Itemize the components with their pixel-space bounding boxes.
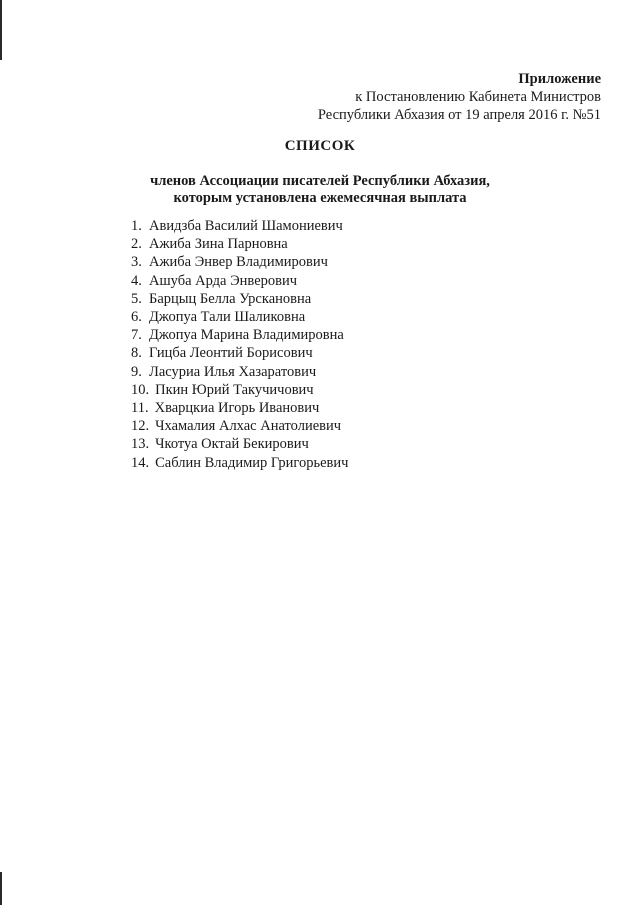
annex-header bbox=[318, 70, 601, 124]
member-item bbox=[131, 435, 348, 453]
document-subtitle bbox=[0, 173, 640, 207]
member-item bbox=[131, 454, 348, 472]
member-name: Барцыц Белла Урскановна bbox=[149, 290, 312, 307]
member-name: Чкотуа Октай Бекирович bbox=[155, 436, 309, 453]
member-name: Пкин Юрий Такучичович bbox=[155, 381, 314, 398]
member-number: 12. bbox=[131, 418, 150, 435]
annex-label: Приложение bbox=[518, 71, 601, 87]
member-item bbox=[131, 381, 348, 399]
member-name: Ажиба Энвер Владимирович bbox=[149, 254, 328, 271]
member-item bbox=[131, 399, 348, 417]
member-name: Чхамалия Алхас Анатолиевич bbox=[155, 418, 342, 435]
member-number: 5. bbox=[131, 290, 142, 307]
member-item bbox=[131, 344, 348, 362]
member-number: 13. bbox=[131, 436, 150, 453]
scan-edge-top bbox=[0, 0, 2, 60]
subtitle-line-2: которым установлена ежемесячная выплата bbox=[173, 190, 467, 206]
member-item bbox=[131, 217, 348, 235]
member-number: 6. bbox=[131, 309, 142, 326]
member-item bbox=[131, 272, 348, 290]
member-name: Гицба Леонтий Борисович bbox=[149, 345, 313, 362]
member-name: Хварцкиа Игорь Иванович bbox=[154, 400, 320, 417]
member-item bbox=[131, 253, 348, 271]
member-number: 2. bbox=[131, 236, 142, 253]
member-number: 8. bbox=[131, 345, 142, 362]
subtitle-line-1: членов Ассоциации писателей Республики Абхазия, bbox=[150, 173, 490, 189]
annex-line-1: к Постановлению Кабинета Министров bbox=[355, 89, 601, 105]
member-item bbox=[131, 363, 348, 381]
member-name: Ласуриа Илья Хазаратович bbox=[149, 363, 317, 380]
member-number: 1. bbox=[131, 218, 142, 234]
member-number: 10. bbox=[131, 381, 150, 398]
member-number: 4. bbox=[131, 272, 142, 289]
member-number: 11. bbox=[131, 400, 149, 417]
annex-line-2: Республики Абхазия от 19 апреля 2016 г. №51 bbox=[317, 107, 601, 123]
member-number: 9. bbox=[131, 363, 142, 380]
member-number: 3. bbox=[131, 254, 142, 271]
member-item bbox=[131, 326, 348, 344]
member-name: Авидзба Василий Шамониевич bbox=[149, 218, 343, 234]
member-item bbox=[131, 417, 348, 435]
scan-edge-bottom bbox=[0, 872, 2, 905]
member-name: Ашуба Арда Энверович bbox=[149, 272, 298, 289]
member-name: Джопуа Марина Владимировна bbox=[149, 327, 344, 344]
member-name: Джопуа Тали Шаликовна bbox=[149, 309, 306, 326]
member-name: Саблин Владимир Григорьевич bbox=[155, 454, 349, 471]
member-item bbox=[131, 235, 348, 253]
member-number: 7. bbox=[131, 327, 142, 344]
member-item bbox=[131, 290, 348, 308]
document-title: СПИСОК bbox=[284, 138, 356, 154]
member-item bbox=[131, 308, 348, 326]
member-name: Ажиба Зина Парновна bbox=[149, 236, 288, 253]
member-number: 14. bbox=[131, 454, 150, 471]
member-list bbox=[131, 217, 348, 472]
